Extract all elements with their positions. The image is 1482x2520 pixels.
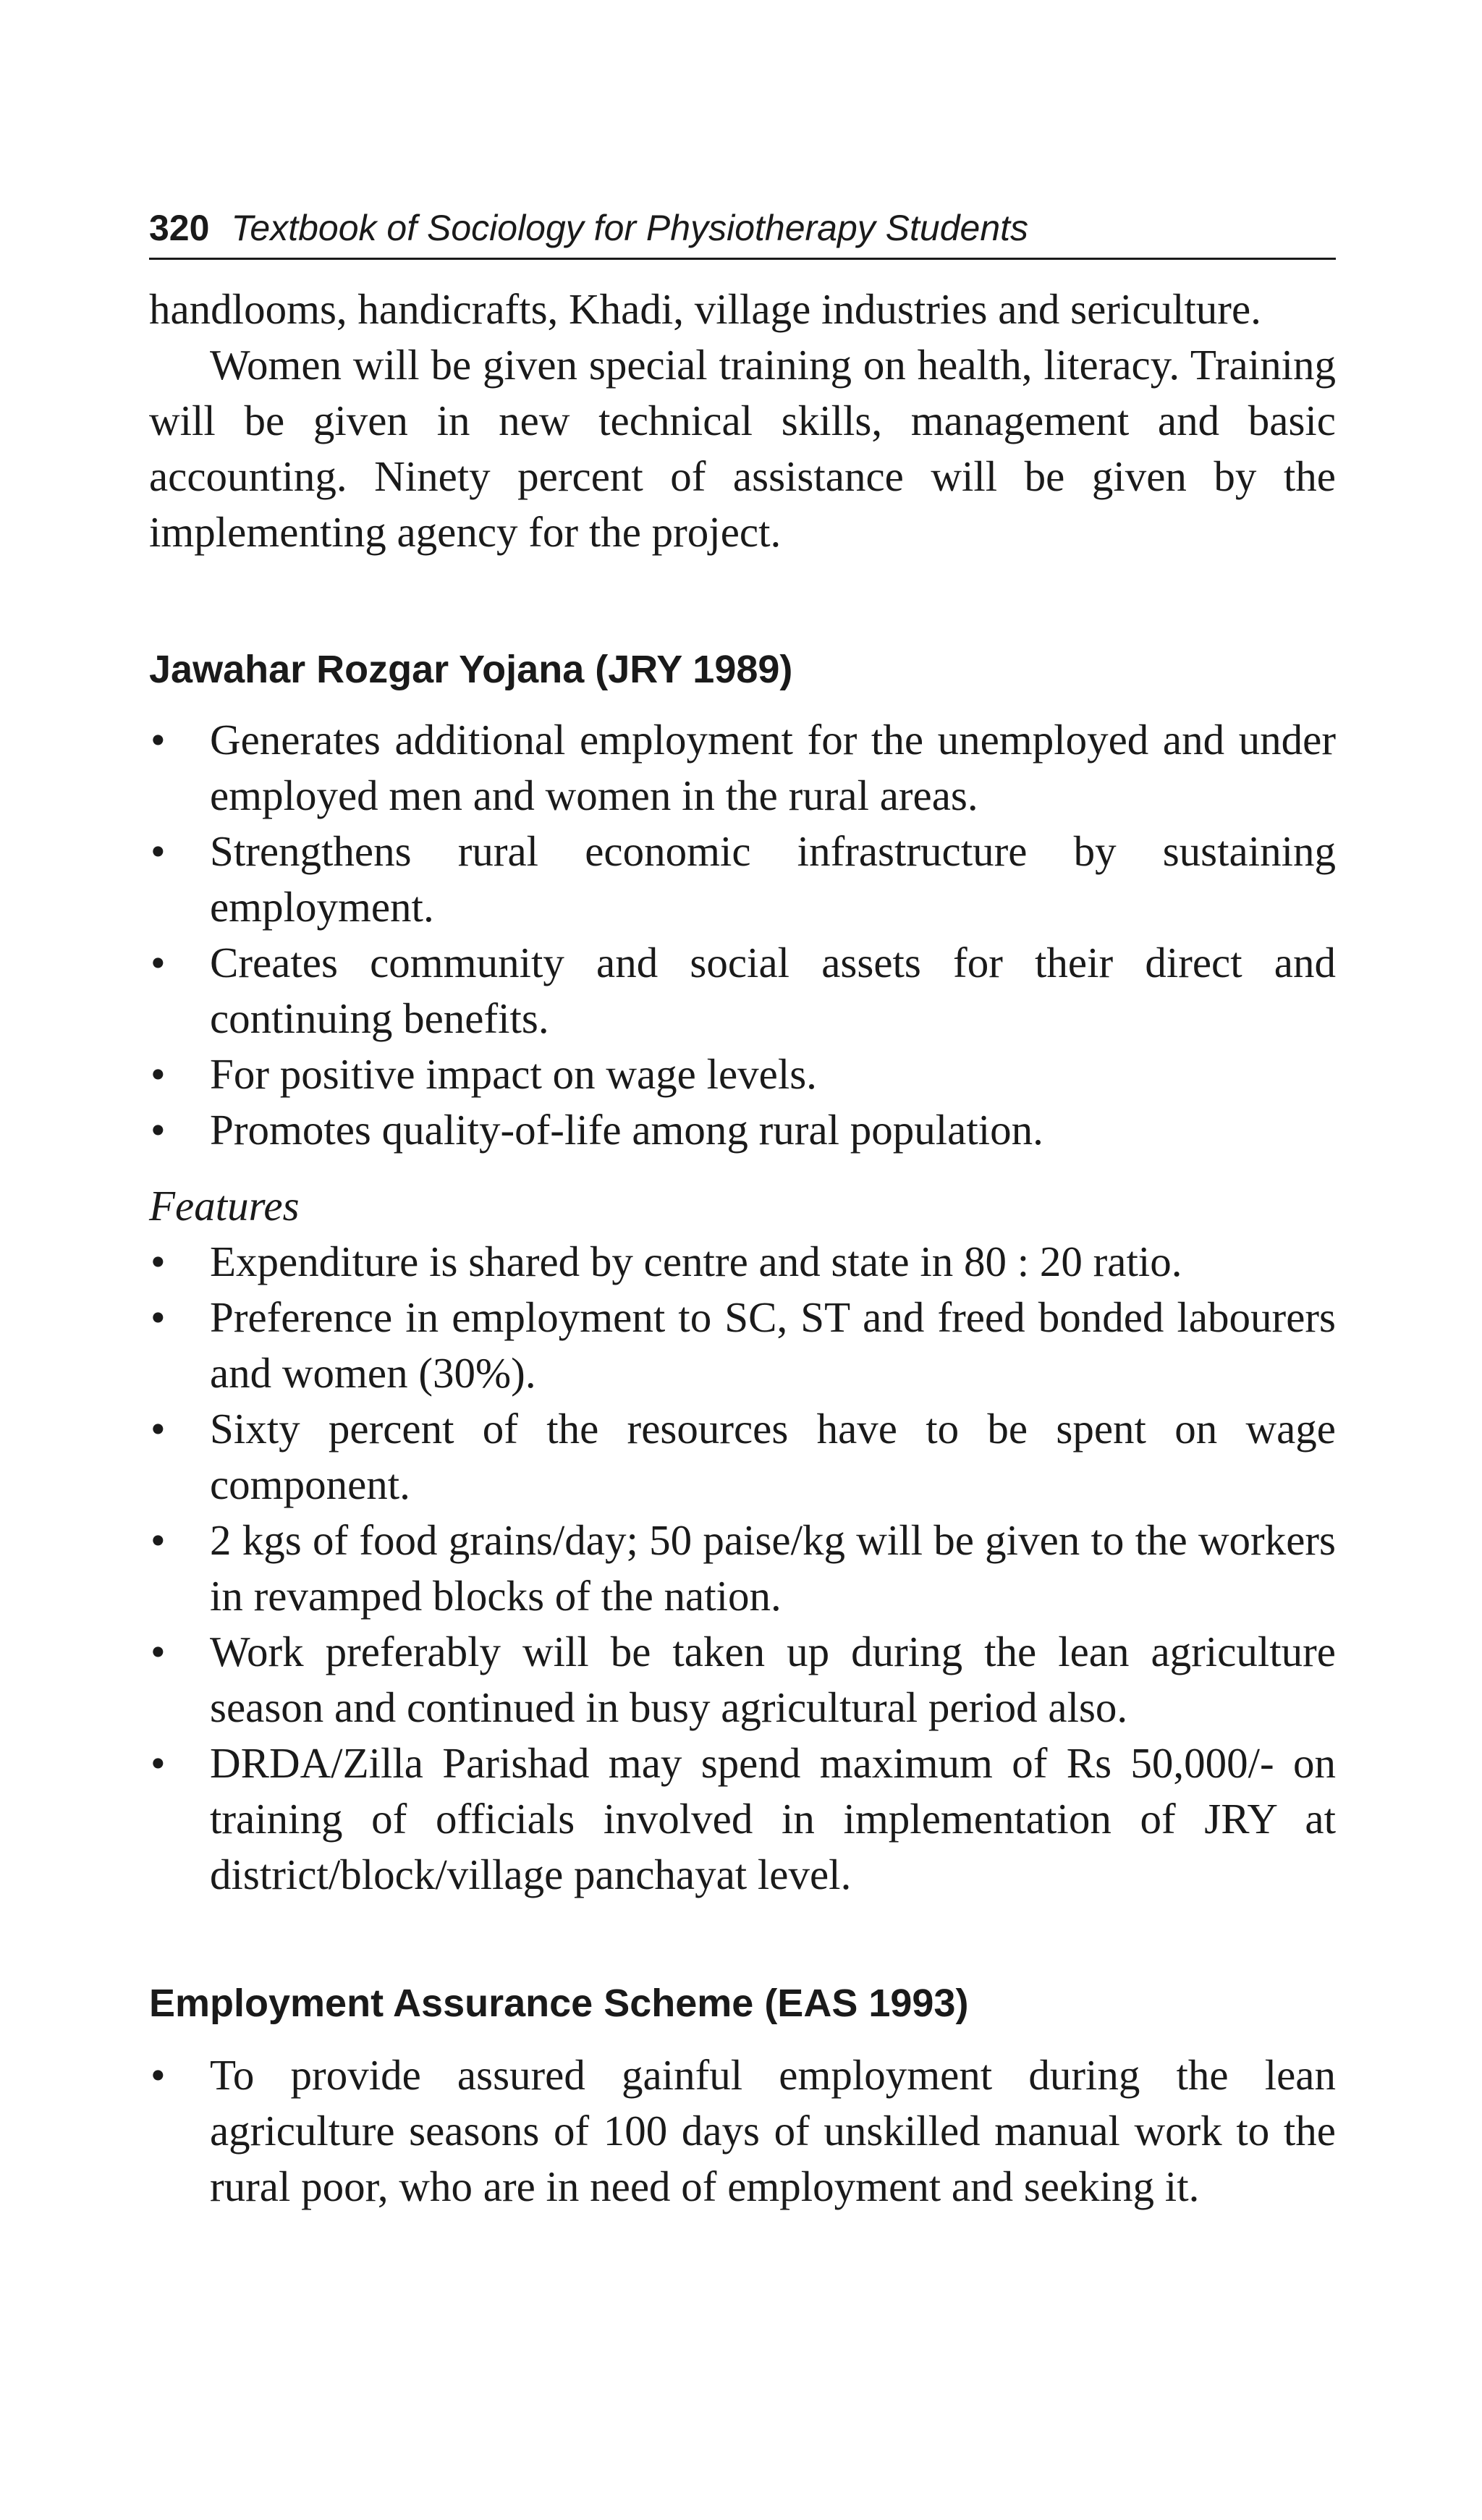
list-item: • Preference in employment to SC, ST and freed bonded labourers and women (30%). <box>149 1290 1336 1401</box>
eas-list <box>149 2047 1336 2215</box>
book-page <box>149 210 1336 2215</box>
list-item: • Strengthens rural economic infrastructure by sustaining employment. <box>149 824 1336 935</box>
list-item: • For positive impact on wage levels. <box>149 1047 1336 1102</box>
women-training-paragraph: Women will be given special training on health, literacy. Training will be given in new technical skills, management and basic accounting. Ninety percent of assistance will be given by the implementing agency for the project. <box>149 341 1336 556</box>
page-body <box>149 282 1336 2215</box>
list-item: • Generates additional employment for the unemployed and under employed men and women in the rural areas. <box>149 712 1336 824</box>
jry-features-list <box>149 1234 1336 1903</box>
list-item: • 2 kgs of food grains/day; 50 paise/kg will be given to the workers in revamped blocks of the nation. <box>149 1513 1336 1624</box>
book-title: Textbook of Sociology for Physiotherapy Students <box>231 208 1029 248</box>
list-item: • Promotes quality-of-life among rural population. <box>149 1102 1336 1158</box>
list-item: • DRDA/Zilla Parishad may spend maximum of Rs 50,000/- on training of officials involved in implementation of JRY at district/block/village panchayat level. <box>149 1735 1336 1903</box>
eas-heading: Employment Assurance Scheme (EAS 1993) <box>149 1982 969 2025</box>
list-item: • Expenditure is shared by centre and state in 80 : 20 ratio. <box>149 1234 1336 1290</box>
list-item: • Creates community and social assets for their direct and continuing benefits. <box>149 935 1336 1047</box>
jry-objectives-list <box>149 712 1336 1158</box>
features-subheading: Features <box>149 1182 300 1230</box>
jry-heading: Jawahar Rozgar Yojana (JRY 1989) <box>149 648 793 691</box>
page-number: 320 <box>149 208 210 248</box>
continuation-paragraph: handlooms, handicrafts, Khadi, village industries and sericulture. <box>149 285 1261 333</box>
list-item: • Sixty percent of the resources have to be spent on wage component. <box>149 1401 1336 1513</box>
list-item: • To provide assured gainful employment during the lean agriculture seasons of 100 days of unskilled manual work to the rural poor, who are in need of employment and seeking it. <box>149 2047 1336 2215</box>
running-head <box>149 210 1336 260</box>
list-item: • Work preferably will be taken up during the lean agriculture season and continued in busy agricultural period also. <box>149 1624 1336 1735</box>
